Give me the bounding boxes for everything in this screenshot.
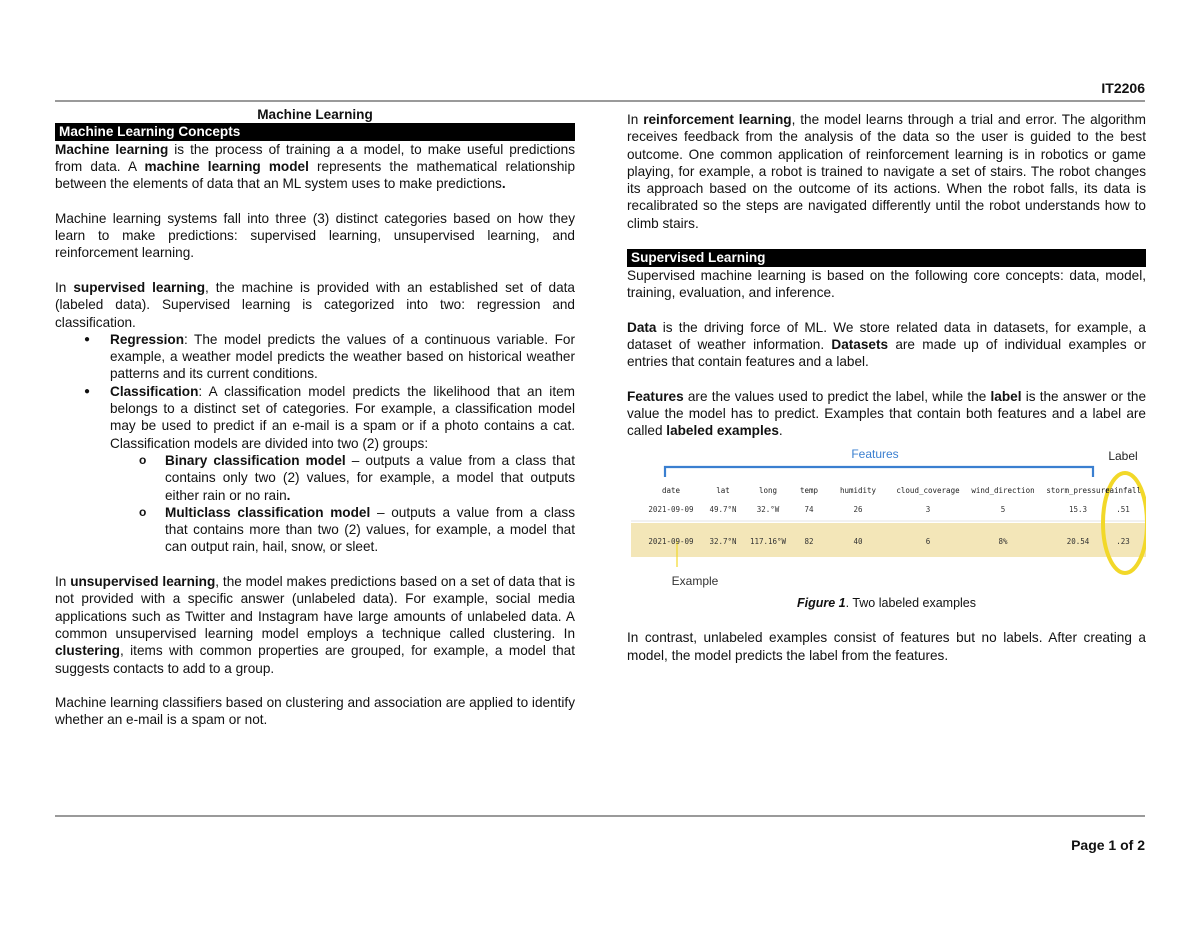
term-reinforcement-learning: reinforcement learning (643, 112, 792, 127)
list-item-multiclass-classification: o Multiclass classification model – outputs a value from a class that contains more than two (2) values, for example, a model that can output rain, hail, snow, or sleet. (165, 504, 575, 556)
paragraph-unlabeled: In contrast, unlabeled examples consist of features but no labels. After creating a model, the model predicts the label from the features. (627, 630, 1146, 663)
list-item-regression: ● Regression: The model predicts the values of a continuous variable. For example, a weather model predicts the weather based on historical weather patterns and its current conditions. (110, 331, 575, 383)
table-header-cell: cloud_coverage (896, 485, 960, 495)
figure-caption: Figure 1. Two labeled examples (796, 595, 977, 610)
paragraph-reinforcement: In reinforcement learning, the model learns through a trial and error. The algorithm receives feedback from the analysis of the data so the user is guided to the best outcome. One common application of reinforcement learning is in robotics or game playing, for example, a robot is trained to navigate a set of stairs. The robot changes its approach based on the outcome of its actions. When the robot falls, its data is recalibrated so the steps are navigated differently until the robot understands how to climb stairs. (627, 112, 1146, 231)
table-header-cell: storm_pressure (1046, 485, 1110, 495)
paragraph-ml-categories: Machine learning systems fall into three (3) distinct categories based on how they learn to make predictions: supervised learning, unsupervised learning, and reinforcement learning. (55, 210, 575, 261)
label-annotation: Label (1108, 448, 1138, 463)
classification-groups-list (110, 452, 575, 556)
table-cell: 2021-09-09 (648, 536, 694, 546)
page-title: Machine Learning (257, 107, 373, 122)
page-number: Page 1 of 2 (1071, 837, 1145, 853)
term-label: label (990, 388, 1022, 404)
paragraph-data: Data is the driving force of ML. We store related data in datasets, for example, a dataset of weather information. Datasets are made up of individual examples or entries that contain features and a label. (627, 319, 1146, 370)
section-heading-ml-concepts: Machine Learning Concepts (55, 123, 575, 140)
section-heading-supervised: Supervised Learning (627, 249, 1146, 266)
table-cell: 8% (998, 536, 1008, 546)
term-ml-model: machine learning model (144, 158, 309, 174)
figure-labeled-examples-svg (627, 443, 1146, 591)
paragraph-features: Features are the values used to predict the label, while the label is the answer or the value the model has to predict. Examples that contain both features and a label are called labeled examples. (627, 388, 1146, 439)
list-item-binary-classification: o Binary classification model – outputs a value from a class that contains only two (2) values, for example, a model that outputs either rain or no rain. (165, 452, 575, 504)
table-cell: 40 (853, 536, 863, 546)
table-cell: 6 (925, 536, 931, 546)
term-unsupervised-learning: unsupervised learning (70, 574, 216, 590)
footer-rule (55, 815, 1145, 817)
features-bracket (665, 467, 1093, 477)
header-rule (55, 100, 1145, 102)
term-labeled-examples: labeled examples (666, 423, 779, 439)
table-header-cell: long (758, 485, 778, 495)
figure-caption-label: Figure 1 (796, 595, 846, 610)
table-cell: 20.54 (1066, 536, 1090, 546)
table-cell: 3 (925, 504, 931, 514)
table-cell: 32.7°N (709, 536, 737, 546)
features-annotation: Features (851, 446, 899, 461)
table-cell: 5 (1000, 504, 1006, 514)
paragraph-unsupervised: In unsupervised learning, the model makes predictions based on a set of data that is not provided with a specific answer (unlabeled data). For example, social media applications such as Twitter and Instagram have large amounts of unlabeled data. A common unsupervised learning model employs a technique called clustering. In clustering, items with common properties are grouped, for example, a model that suggests contacts to add to a group. (55, 574, 575, 676)
table-header-cell: rainfall (1104, 485, 1142, 495)
supervised-types-list (55, 331, 575, 556)
table-header-row (662, 486, 1141, 495)
term-machine-learning: Machine learning (55, 141, 169, 157)
table-header-cell: lat (716, 485, 730, 495)
table-cell: 82 (804, 536, 814, 546)
table-cell: .23 (1116, 536, 1130, 546)
course-code: IT2206 (1101, 80, 1145, 96)
right-column (627, 111, 1146, 664)
list-item-classification: ● Classification: A classification model predicts the likelihood that an item belongs to a distinct set of categories. For example, a classification model may be used to predict if an e-mail is a spam or if a photo contains a cat. Classification models are divided into two (2) groups: o Binary classification model – outputs a value from a class that contains only two (2) values, for example, a model that outputs either rain or no rain. o Multiclass classification model – outputs a value from a class that contains more than two (2) values, for example, a model that can output rain, hail, snow, or sleet. (110, 383, 575, 556)
term-supervised-learning: supervised learning (73, 279, 205, 295)
paragraph-ml-definition: Machine learning is the process of training a a model, to make useful predictions from data. A machine learning model represents the mathematical relationship between the elements of data that an ML system uses to make predictions. (55, 141, 576, 192)
term-datasets: Datasets (831, 336, 889, 352)
term-features: Features (627, 388, 684, 404)
table-header-cell: temp (799, 485, 819, 495)
left-column (55, 106, 575, 729)
table-header-cell: humidity (839, 485, 877, 495)
table-cell: 32.°W (756, 504, 780, 514)
table-cell: 117.16°W (749, 536, 787, 546)
table-cell: 15.3 (1068, 504, 1088, 514)
paragraph-core-concepts: Supervised machine learning is based on the following core concepts: data, model, training, evaluation, and inference. (627, 267, 1146, 300)
term-clustering: clustering (55, 643, 120, 659)
term-data: Data (627, 319, 657, 335)
figure-labeled-examples (627, 443, 1146, 591)
table-header-cell: date (661, 485, 681, 495)
table-cell: 2021-09-09 (648, 504, 694, 514)
paragraph-supervised: In supervised learning, the machine is provided with an established set of data (labeled data). Supervised learning is categorized into two: regression and classification. (55, 279, 575, 330)
table-cell: 26 (853, 504, 863, 514)
paragraph-classifiers: Machine learning classifiers based on clustering and association are applied to identify whether an e-mail is a spam or not. (55, 695, 575, 728)
table-cell: .51 (1116, 504, 1130, 514)
table-cell: 74 (804, 504, 814, 514)
table-header-cell: wind_direction (971, 485, 1035, 495)
table-cell: 49.7°N (709, 504, 737, 514)
example-annotation: Example (671, 573, 719, 588)
